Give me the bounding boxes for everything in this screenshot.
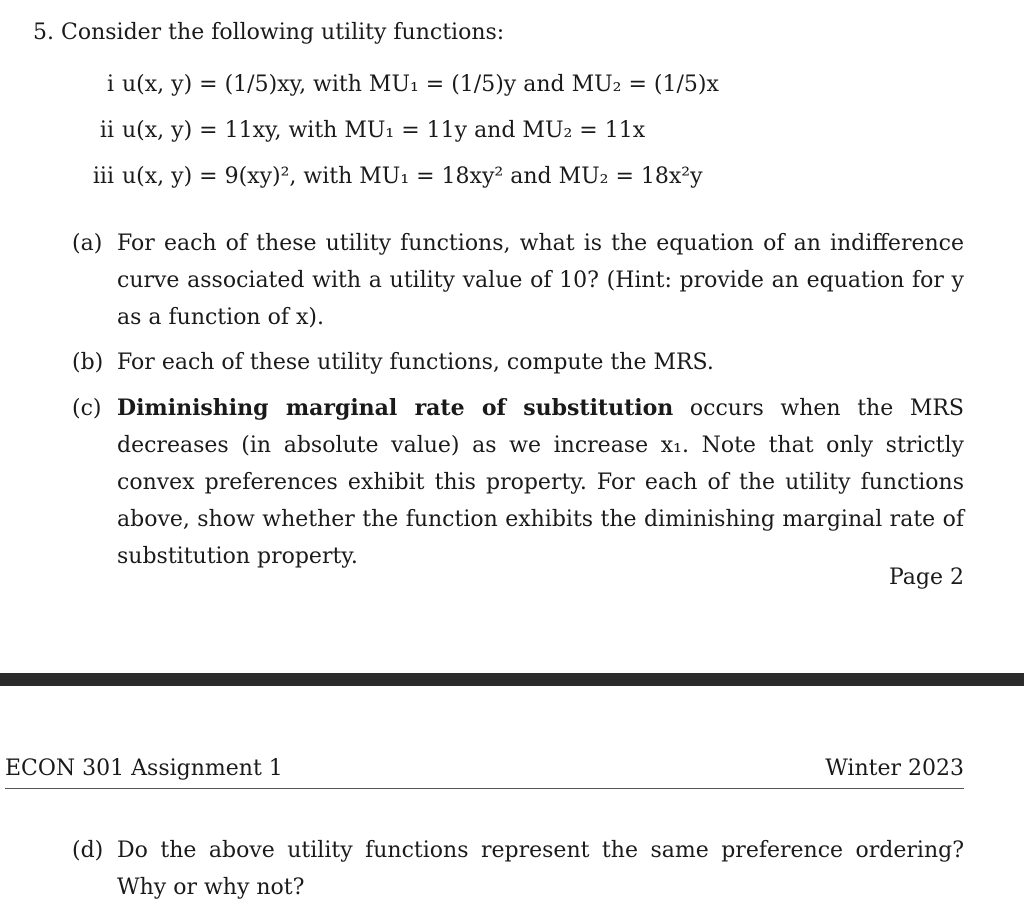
running-header: [5, 754, 964, 789]
page-number: Page 2: [888, 565, 964, 590]
part-text: For each of these utility functions, compute the MRS.: [117, 350, 714, 375]
question-part-a: [72, 225, 964, 336]
utility-function-list: [82, 72, 982, 210]
utility-function-formula: u(x, y) = (1/5)xy, with MU₁ = (1/5)y and MU₂ = (1/5)x: [122, 72, 719, 97]
question-part-b: [72, 344, 964, 381]
utility-function-numeral: ii: [99, 118, 114, 143]
term-label: Winter 2023: [825, 756, 964, 781]
bold-term: Diminishing marginal rate of substitution: [117, 395, 674, 421]
course-title: ECON 301 Assignment 1: [5, 756, 283, 781]
part-label: (b): [72, 350, 104, 375]
utility-function-item: [82, 72, 982, 118]
utility-function-item: [82, 164, 982, 210]
utility-function-item: [82, 118, 982, 164]
part-text: For each of these utility functions, what is the equation of an indifference curve associated with a utility value of 10? (Hint: provide an equation for y as a function of x).: [117, 231, 964, 330]
part-text: Do the above utility functions represent the same preference ordering? Why or why not?: [117, 838, 964, 900]
utility-function-formula: u(x, y) = 11xy, with MU₁ = 11y and MU₂ = 11x: [122, 118, 646, 143]
page-divider: [0, 673, 1024, 686]
utility-function-numeral: iii: [92, 164, 114, 189]
part-text: [117, 390, 964, 575]
question-intro: Consider the following utility functions:: [61, 20, 505, 45]
question-part-d: [72, 832, 964, 906]
part-label: (a): [72, 231, 103, 256]
part-label: (c): [72, 396, 102, 421]
utility-function-numeral: i: [106, 72, 114, 97]
part-body: occurs when the MRS decreases (in absolute value) as we increase x₁. Note that only strictly convex preferences exhibit this property. For each of the utility functions above, show whether the function exhibits the diminishing marginal rate of substitution property.: [117, 396, 965, 569]
question-part-c: [72, 390, 964, 575]
question-number: 5.: [33, 20, 54, 45]
part-label: (d): [72, 838, 104, 863]
utility-function-formula: u(x, y) = 9(xy)², with MU₁ = 18xy² and MU₂ = 18x²y: [122, 164, 703, 189]
question-heading: [33, 18, 504, 48]
